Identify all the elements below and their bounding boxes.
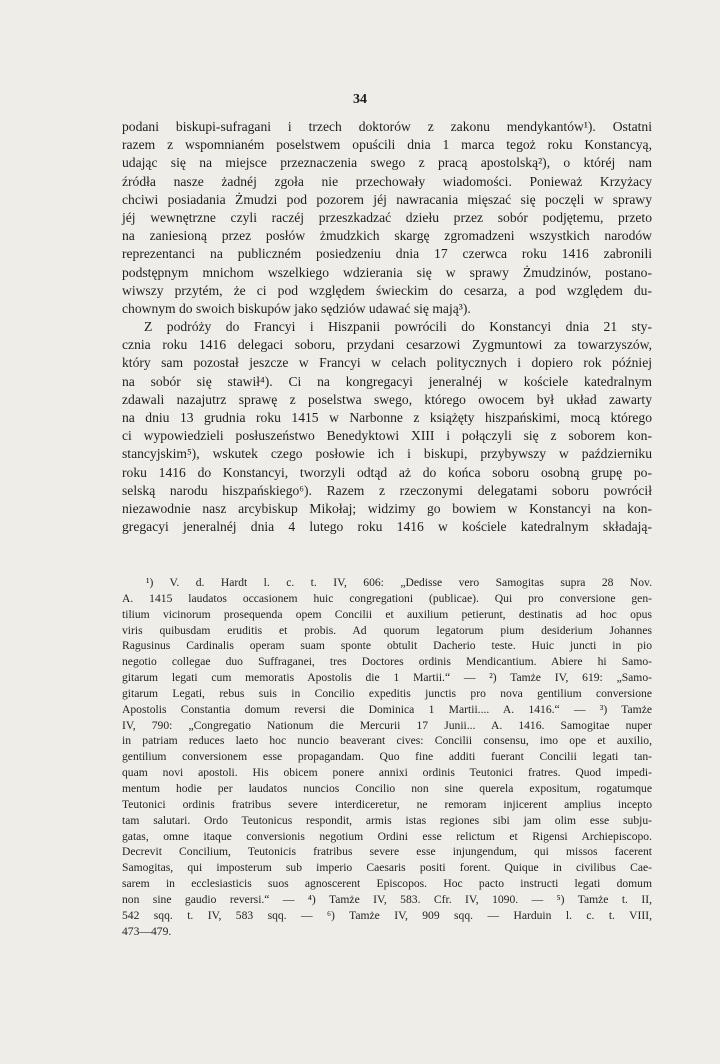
text-line: chownym do swoich biskupów jako sędziów udawać się mają³). (122, 300, 471, 316)
footnote-line: non sine gaudio reversi.“ — ⁴) Tamże IV, 583. Cfr. IV, 1090. — ⁵) Tamże t. II, (122, 892, 652, 906)
text-line: reprezentanci na publiczném posiedzeniu dnia 17 czerwca roku 1416 zabronili (122, 246, 652, 262)
footnote-line: tilium vicinorum prosequenda opem Concilii et auxilium petierunt, destinatis ad hoc opus (122, 607, 652, 621)
text-line: Z podróży do Francyi i Hiszpanii powrócili do Konstancyi dnia 21 sty- (144, 319, 652, 335)
text-line: udając się na miejsce przeznaczenia swego z pracą apostolską²), o któréj nam (122, 155, 652, 171)
footnote-line: quam novi apostoli. His obicem ponere annixi ordinis Teutonici fratres. Quod impedi- (122, 766, 652, 780)
footnote-line: mentum hodie per laudatos nuncios Concilio non sine querela expositum, rogatumque (122, 781, 652, 795)
footnote-line: gitarum legati cum memoratis Apostolis die 1 Martii.“ — ²) Tamże IV, 619: „Samo- (122, 671, 652, 685)
footnote-line: Apostolis Constantia domum reversi die Dominica 1 Martii.... A. 1416.“ — ³) Tamże (122, 702, 652, 716)
text-line: selską narodu hiszpańskiego⁶). Razem z rzeczonymi delegatami soboru powrócił (122, 482, 652, 498)
text-line: zdawali nazajutrz sprawę z poselstwa swego, którego owocem był układ zawarty (122, 391, 652, 407)
text-line: źródła nasze żadnéj zgoła nie przechowały wiadomości. Ponieważ Krzyżacy (122, 173, 652, 189)
text-line: razem z wspomnianém poselstwem opuścili dnia 1 marca tegoż roku Konstancyą, (122, 137, 652, 153)
footnote-line: Ragusinus Cardinalis operam suam sponte obtulit Dacherio teste. Huic juncti in pio (122, 639, 652, 653)
text-line: na zaniesioną przez posłów żmudzkich skargę zgromadzeni wszystkich narodów (122, 228, 652, 244)
footnote-line: gitarum Legati, rebus suis in Concilio expeditis junctis pro nova gentilium conversione (122, 686, 652, 700)
text-line: który sam pozostał jeszcze w Francyi w celach politycznych i dopiero rok później (122, 355, 652, 371)
footnote-line: ¹) V. d. Hardt l. c. t. IV, 606: „Dedisse vero Samogitas supra 28 Nov. (146, 576, 652, 589)
page-number: 34 (353, 92, 367, 107)
footnote-line: sarem in ecclesiasticis suos agnoscerent Episcopos. Hoc pacto instructi legati domum (122, 877, 652, 891)
text-line: ci wypowiedzieli posłuszeństwo Benedyktowi XIII i połączyli się z soborem kon- (122, 428, 652, 444)
footnote-line: tam salutari. Ordo Teutonicus respondit, armis istas regiones sibi jam olim esse subju- (122, 813, 652, 827)
text-line: cznia roku 1416 delegaci soboru, przydani cesarzowi Zygmuntowi za towarzyszów, (122, 337, 652, 353)
text-line: niezawodnie nasz arcybiskup Mikołaj; widzimy go bowiem w Konstancyi na kon- (122, 500, 652, 516)
text-line: gregacyi jeneralnéj dnia 4 lutego roku 1416 w kościele katedralnym składają- (122, 519, 652, 535)
text-line: podstępnym mnichom wszelkiego wdzierania się w sprawy Żmudzinów, postano- (122, 264, 652, 280)
footnote-line: Decrevit Concilium, Teutonicis fratribus severe esse injungendum, qui missos facerent (122, 845, 652, 859)
text-line: jéj wewnętrzne czyli raczéj przeszkadzać dziełu przez sobór podjętemu, przeto (122, 209, 652, 225)
text-line: na sobór się stawił⁴). Ci na kongregacyi jeneralnéj w kościele katedralnym (122, 373, 652, 389)
footnote-line: A. 1415 laudatos occasionem huic congregationi (publicae). Qui pro conversione gen- (122, 591, 652, 605)
footnote-line: in patriam reduces laeto hoc nuncio beaverant cives: Concilii consensu, imo ope et auxilio, (122, 734, 652, 748)
footnote-line: gatas, omne itaque conversionis negotium Ordini esse relictum et Rigensi Archiepiscopo. (122, 829, 652, 843)
footnote-line: IV, 790: „Congregatio Nationum die Mercurii 17 Junii... A. 1416. Samogitae nuper (122, 718, 652, 732)
footnote-line: 542 sqq. t. IV, 583 sqq. — ⁶) Tamże IV, 909 sqq. — Harduin l. c. t. VIII, (122, 908, 652, 922)
text-line: podani biskupi-sufragani i trzech doktorów z zakonu mendykantów¹). Ostatni (122, 119, 652, 134)
footnote-line: Teutonici ordinis fratribus severe interdiceretur, ne remoram injicerent amplius incepto (122, 797, 652, 811)
footnote-line: negotio collegae duo Suffraganei, tres Doctores ordinis Mendicantium. Abiere hi Samo- (122, 655, 652, 669)
footnote-line: 473—479. (122, 924, 172, 938)
footnote-line: Samogitas, qui imposterum sub imperio Caesaris positi forent. Quique in civilibus Cae- (122, 861, 652, 875)
text-line: roku 1416 do Konstancyi, tworzyli odtąd aż do końca soboru osobną grupę po- (122, 464, 652, 480)
text-line: na dniu 13 grudnia roku 1415 w Narbonne z książęty hiszpańskimi, mocą którego (122, 410, 652, 425)
text-line: wiwszy przytém, że ci pod względem świeckim do cesarza, a pod względem du- (122, 282, 652, 298)
footnote-line: viris quibusdam eruditis et probis. Ad quorum legatorum pium desiderium Johannes (122, 623, 652, 637)
text-line: chciwi posiadania Żmudzi pod pozorem jéj nawracania mięszać się poczęli w sprawy (122, 191, 652, 207)
text-line: stancyjskim⁵), wskutek czego posłowie ich i biskupi, przybywszy w październiku (122, 446, 652, 462)
main-text (122, 118, 652, 536)
footnotes (122, 575, 652, 939)
footnote-line: gentilium conversionem esse propagandam. Quo fine additi fuerant Concilii legati tan- (122, 750, 652, 764)
